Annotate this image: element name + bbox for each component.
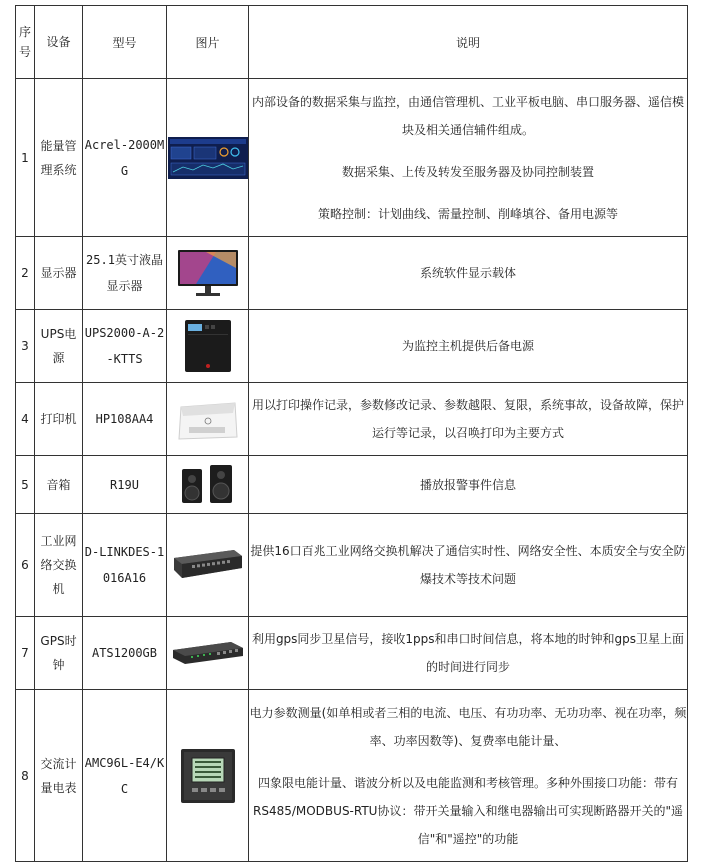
table-row [16,237,688,310]
row-device: 打印机 [35,383,83,456]
row-desc-line: 数据采集、上传及转发至服务器及协同控制装置 [341,164,594,179]
row-seq: 4 [16,383,35,456]
row-device: 工业网络交换机 [35,514,83,617]
table-row [16,79,688,237]
row-device: GPS时钟 [35,617,83,690]
table-row [16,310,688,383]
table-row [16,456,688,514]
row-model: AMC96L-E4/KC [83,690,167,862]
gps-clock-icon [171,638,245,668]
row-desc-line: 用以打印操作记录，参数修改记录、参数越限、复限，系统事故，设备故障，保护运行等记录，以召唤打印为主要方式 [251,398,684,440]
row-device: 音箱 [35,456,83,514]
row-model: R19U [83,456,167,514]
row-desc-line: 四象限电能计量、谐波分析以及电能监测和考核管理。多种外围接口功能：带有RS485/MODBUS-RTU协议：带开关量输入和继电器输出可实现断路器开关的"遥信"和"遥控"的功能 [252,775,683,846]
header-picture: 图片 [167,6,249,79]
row-device: 显示器 [35,237,83,310]
speaker-icon [178,463,238,507]
row-seq: 7 [16,617,35,690]
table-row [16,690,688,862]
row-model: UPS2000-A-2-KTTS [83,310,167,383]
row-desc-line: 内部设备的数据采集与监控，由通信管理机、工业平板电脑、串口服务器、遥信模块及相关通信辅件组成。 [251,94,684,137]
row-device: 交流计量电表 [35,690,83,862]
row-desc-line: 电力参数测量(如单相或者三相的电流、电压、有功功率、无功功率、视在功率，频率、功率因数等)、复费率电能计量、 [249,705,687,748]
row-seq: 5 [16,456,35,514]
row-desc-line: 利用gps同步卫星信号，接收1pps和串口时间信息，将本地的时钟和gps卫星上面的时间进行同步 [251,632,685,674]
row-desc-line: 系统软件显示载体 [419,266,516,280]
header-seq: 序号 [16,6,35,79]
row-model: 25.1英寸液晶显示器 [83,237,167,310]
row-model: Acrel-2000MG [83,79,167,237]
equipment-table [15,5,688,862]
row-seq: 3 [16,310,35,383]
power-meter-icon [178,746,238,806]
header-device: 设备 [35,6,83,79]
row-model: HP108AA4 [83,383,167,456]
row-seq: 2 [16,237,35,310]
row-model: D-LINKDES-1016A16 [83,514,167,617]
row-seq: 8 [16,690,35,862]
table-row [16,514,688,617]
row-device: 能量管理系统 [35,79,83,237]
row-seq: 6 [16,514,35,617]
row-device: UPS电源 [35,310,83,383]
header-model: 型号 [83,6,167,79]
row-model: ATS1200GB [83,617,167,690]
row-desc-line: 策略控制：计划曲线、需量控制、削峰填谷、备用电源等 [317,206,618,221]
monitor-icon [176,248,240,298]
monitoring-screen-icon [168,137,248,179]
row-desc-line: 为监控主机提供后备电源 [401,339,534,353]
ups-icon [181,318,235,374]
table-row [16,617,688,690]
network-switch-icon [172,548,244,582]
row-desc-line: 播放报警事件信息 [419,477,516,492]
table-row [16,383,688,456]
row-seq: 1 [16,79,35,237]
table-header-row [16,6,688,79]
header-description: 说明 [249,6,688,79]
printer-icon [175,393,241,445]
row-desc-line: 提供16口百兆工业网络交换机解决了通信实时性、网络安全性、本质安全与安全防爆技术等技术问题 [250,544,686,586]
